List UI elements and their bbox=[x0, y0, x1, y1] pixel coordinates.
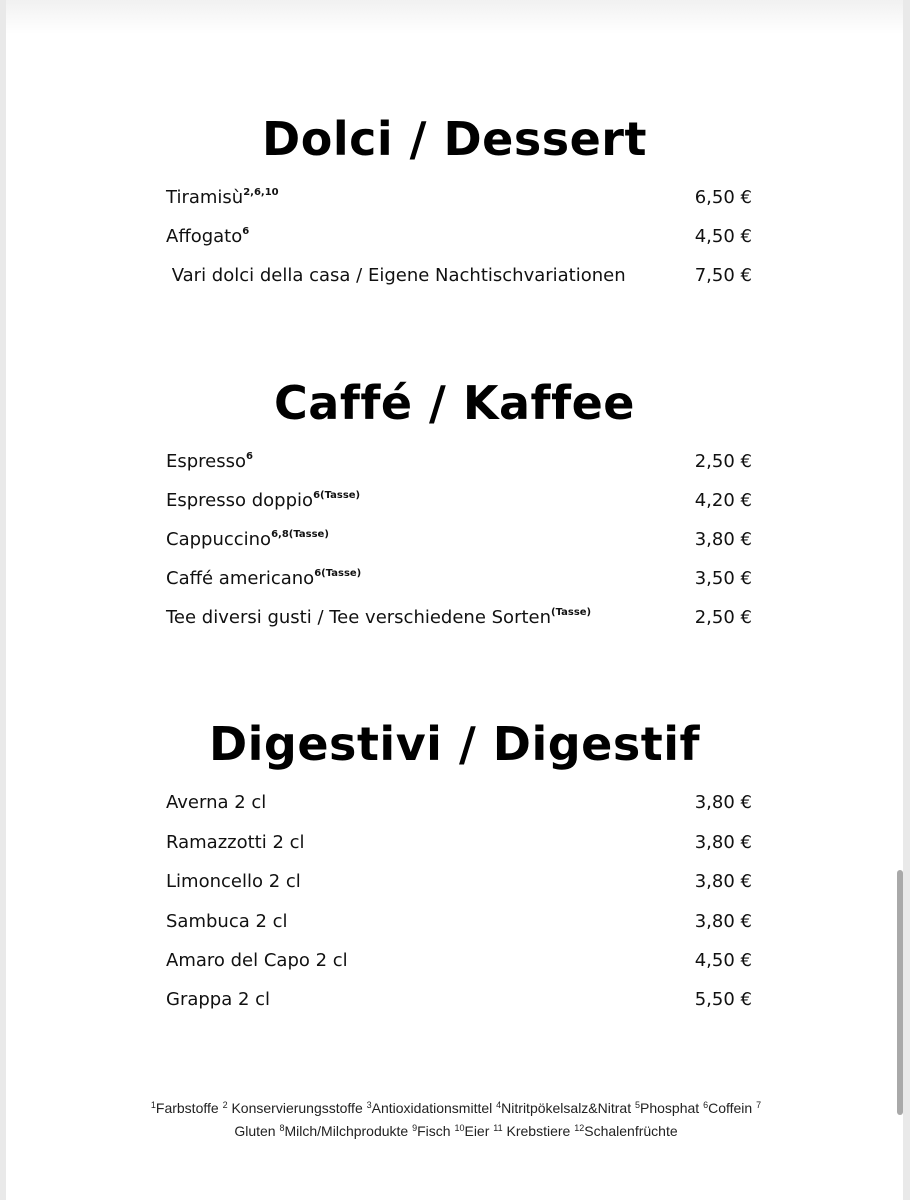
item-price: 2,50 € bbox=[694, 607, 752, 628]
item-price: 3,50 € bbox=[694, 568, 752, 589]
menu-item bbox=[166, 451, 752, 477]
item-price: 5,50 € bbox=[694, 989, 752, 1010]
item-price: 3,80 € bbox=[694, 911, 752, 932]
item-name: Affogato$^6$ bbox=[166, 226, 250, 247]
menu-item bbox=[166, 832, 752, 858]
item-name: Limoncello 2 cl bbox=[166, 871, 301, 892]
item-price: 4,50 € bbox=[694, 226, 752, 247]
item-name: Ramazzotti 2 cl bbox=[166, 832, 305, 853]
item-price: 2,50 € bbox=[694, 451, 752, 472]
footnote: $^{11}$ Krebstiere bbox=[493, 1123, 571, 1139]
menu-item bbox=[166, 911, 752, 937]
section-title-dolci: Dolci / Dessert bbox=[262, 112, 647, 166]
item-price: 6,50 € bbox=[694, 187, 752, 208]
footnote: $^{12}$Schalenfrüchte bbox=[574, 1123, 678, 1139]
menu-item bbox=[166, 490, 752, 516]
footnote: $^4$Nitritpökelsalz&Nitrat bbox=[496, 1100, 632, 1116]
item-price: 3,80 € bbox=[694, 832, 752, 853]
item-name: Espresso$^6$ bbox=[166, 451, 253, 472]
menu-item bbox=[166, 871, 752, 897]
menu-item bbox=[166, 529, 752, 555]
menu-item bbox=[166, 265, 752, 291]
footnote: $^8$Milch/Milchprodukte bbox=[279, 1123, 409, 1139]
menu-item bbox=[166, 187, 752, 213]
footnote: $^2$ Konservierungsstoffe bbox=[222, 1100, 363, 1116]
item-price: 4,20 € bbox=[694, 490, 752, 511]
footnote: $^1$Farbstoffe bbox=[150, 1100, 219, 1116]
menu-item bbox=[166, 950, 752, 976]
section-title-digestivi: Digestivi / Digestif bbox=[208, 717, 701, 771]
footnote: $^6$Coffein bbox=[703, 1100, 753, 1116]
top-bar bbox=[6, 0, 903, 34]
menu-item bbox=[166, 226, 752, 252]
scrollbar[interactable] bbox=[897, 870, 903, 1115]
footnote: $^9$Fisch bbox=[412, 1123, 451, 1139]
item-name: Sambuca 2 cl bbox=[166, 911, 288, 932]
item-price: 3,80 € bbox=[694, 871, 752, 892]
footnote: $^3$Antioxidationsmittel bbox=[366, 1100, 493, 1116]
menu-item bbox=[166, 607, 752, 633]
item-name: Espresso doppio$^{6(Tasse)}$ bbox=[166, 490, 361, 511]
item-price: 4,50 € bbox=[694, 950, 752, 971]
menu-item bbox=[166, 568, 752, 594]
item-price: 7,50 € bbox=[694, 265, 752, 286]
item-name: Grappa 2 cl bbox=[166, 989, 271, 1010]
footnote: $^7$ Gluten bbox=[234, 1100, 762, 1139]
menu-item bbox=[166, 792, 752, 818]
item-name: Cappuccino$^{6,8(Tasse)}$ bbox=[166, 529, 329, 550]
item-name: Caffé americano$^{6(Tasse)}$ bbox=[166, 568, 362, 589]
allergen-footnotes bbox=[106, 1097, 806, 1143]
item-price: 3,80 € bbox=[694, 792, 752, 813]
footnote: $^5$Phosphat bbox=[635, 1100, 700, 1116]
item-name: Averna 2 cl bbox=[166, 792, 267, 813]
section-title-caffe: Caffé / Kaffee bbox=[274, 376, 635, 430]
menu-item bbox=[166, 989, 752, 1015]
item-name: Vari dolci della casa / Eigene Nachtischvariationen bbox=[166, 265, 626, 286]
item-name: Tee diversi gusti / Tee verschiedene Sorten$^{(Tasse)}$ bbox=[166, 607, 592, 628]
item-price: 3,80 € bbox=[694, 529, 752, 550]
item-name: Tiramisù$^{2,6,10}$ bbox=[166, 187, 279, 208]
menu-page bbox=[6, 0, 903, 1200]
item-name: Amaro del Capo 2 cl bbox=[166, 950, 348, 971]
footnote: $^{10}$Eier bbox=[454, 1123, 490, 1139]
